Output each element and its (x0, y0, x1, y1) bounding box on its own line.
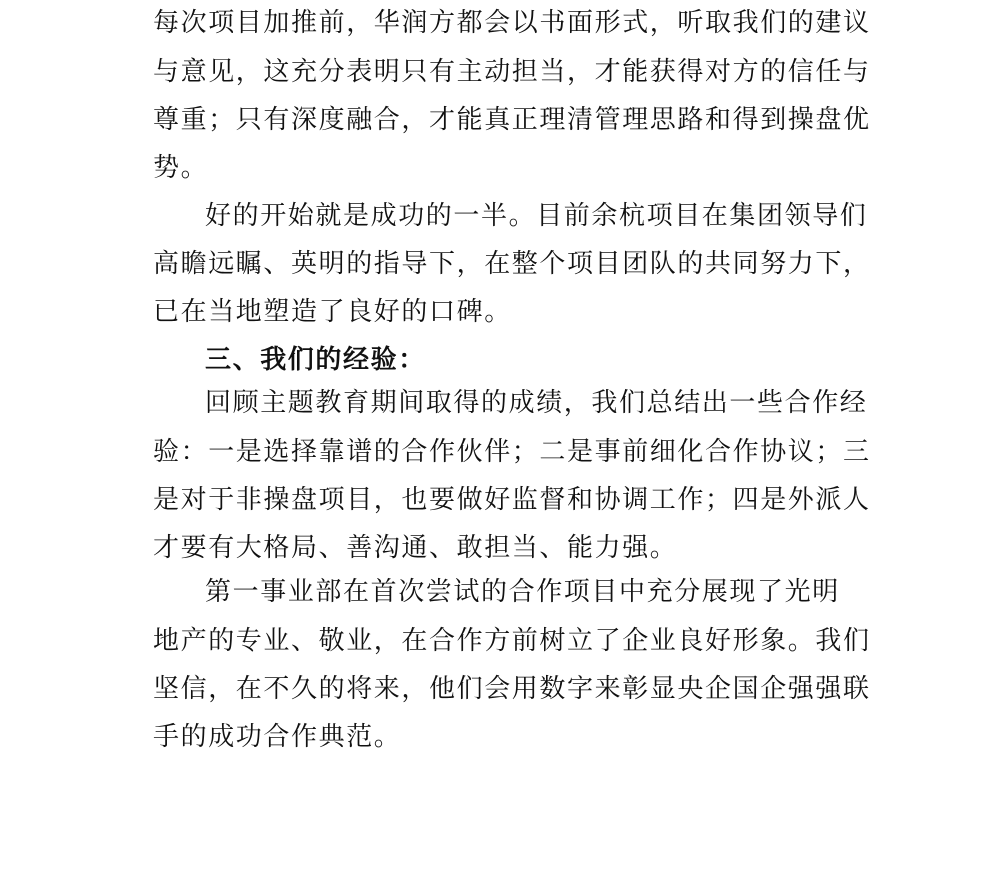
paragraph-2-line-3: 已在当地塑造了良好的口碑。 (153, 297, 512, 327)
paragraph-1-line-1: 每次项目加推前，华润方都会以书面形式，听取我们的建议 (153, 8, 871, 38)
paragraph-4-line-1: 第一事业部在首次尝试的合作项目中充分展现了光明 (205, 577, 840, 607)
paragraph-3-line-4: 才要有大格局、善沟通、敢担当、能力强。 (153, 533, 678, 563)
paragraph-1-line-4: 势。 (153, 153, 209, 183)
paragraph-1-line-2: 与意见，这充分表明只有主动担当，才能获得对方的信任与 (153, 57, 871, 87)
paragraph-2-line-2: 高瞻远瞩、英明的指导下，在整个项目团队的共同努力下， (153, 249, 871, 279)
paragraph-2-line-1: 好的开始就是成功的一半。目前余杭项目在集团领导们 (205, 201, 868, 231)
paragraph-3-line-2: 验：一是选择靠谱的合作伙伴；二是事前细化合作协议；三 (153, 437, 871, 467)
paragraph-3-line-3: 是对于非操盘项目，也要做好监督和协调工作；四是外派人 (153, 485, 871, 515)
paragraph-4-line-2: 地产的专业、敬业，在合作方前树立了企业良好形象。我们 (153, 626, 871, 656)
paragraph-4-line-4: 手的成功合作典范。 (153, 722, 402, 752)
section-heading: 三、我们的经验： (205, 345, 426, 375)
paragraph-3-line-1: 回顾主题教育期间取得的成绩，我们总结出一些合作经 (205, 388, 868, 418)
paragraph-4-line-3: 坚信，在不久的将来，他们会用数字来彰显央企国企强强联 (153, 674, 871, 704)
paragraph-1-line-3: 尊重；只有深度融合，才能真正理清管理思路和得到操盘优 (153, 105, 871, 135)
